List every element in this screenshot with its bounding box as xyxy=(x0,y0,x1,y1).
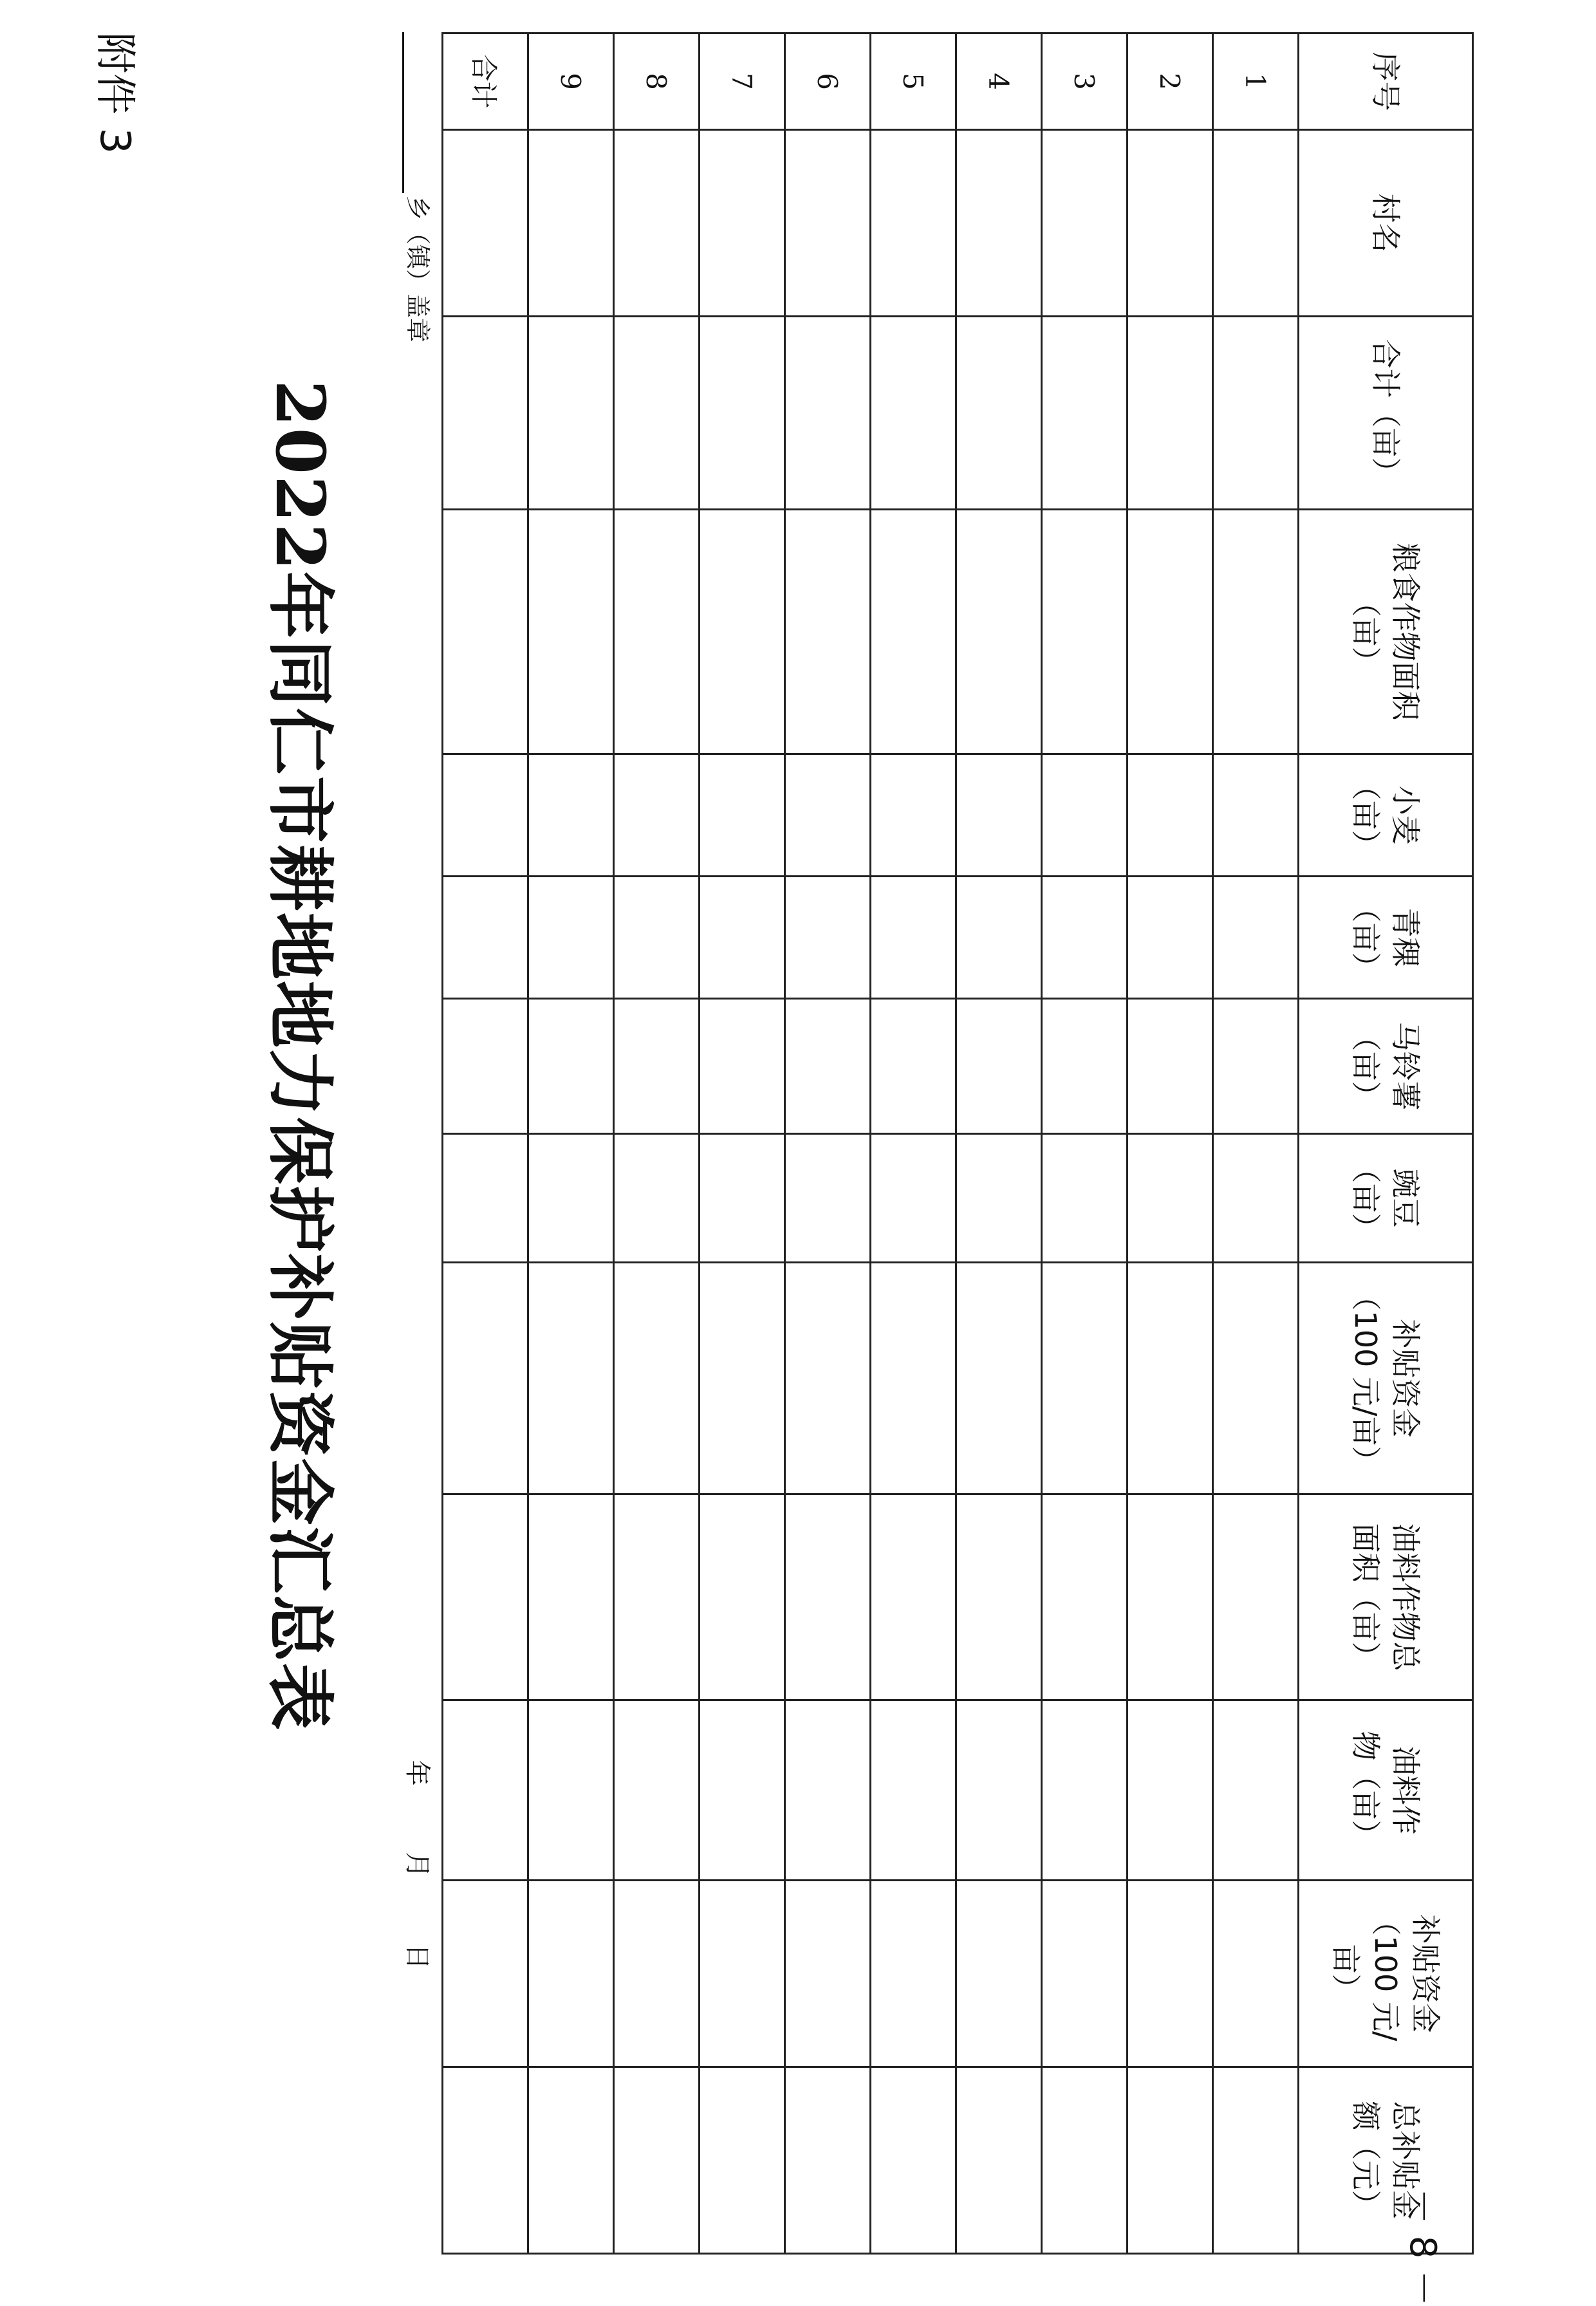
table-row xyxy=(956,33,1042,2254)
table-cell[interactable] xyxy=(956,1700,1042,1881)
table-cell[interactable] xyxy=(871,317,956,510)
table-cell[interactable] xyxy=(614,877,700,999)
table-cell[interactable] xyxy=(1042,317,1127,510)
header-total-area: 合计（亩） xyxy=(1299,317,1473,510)
table-cell[interactable] xyxy=(1213,317,1299,510)
table-cell[interactable] xyxy=(956,999,1042,1134)
table-cell[interactable] xyxy=(785,2067,871,2254)
header-total-subsidy: 总补贴金 额（元） xyxy=(1299,2067,1473,2254)
table-cell[interactable] xyxy=(1042,754,1127,877)
table-cell[interactable] xyxy=(1127,130,1213,317)
table-cell[interactable] xyxy=(785,1700,871,1881)
table-cell[interactable] xyxy=(528,1263,614,1494)
table-cell[interactable] xyxy=(528,510,614,754)
table-cell[interactable] xyxy=(956,2067,1042,2254)
table-cell[interactable] xyxy=(1213,1494,1299,1700)
table-row xyxy=(785,33,871,2254)
table-cell[interactable] xyxy=(528,1881,614,2067)
table-cell[interactable] xyxy=(443,999,528,1134)
table-cell[interactable] xyxy=(956,1263,1042,1494)
table-cell[interactable] xyxy=(1042,1881,1127,2067)
table-cell[interactable] xyxy=(1213,130,1299,317)
table-cell[interactable] xyxy=(443,1263,528,1494)
table-cell[interactable] xyxy=(1213,1700,1299,1881)
table-cell[interactable] xyxy=(1213,510,1299,754)
table-cell[interactable] xyxy=(443,754,528,877)
table-cell[interactable] xyxy=(1127,754,1213,877)
table-cell[interactable] xyxy=(528,877,614,999)
header-wheat: 小麦 （亩） xyxy=(1299,754,1473,877)
table-cell[interactable] xyxy=(785,130,871,317)
header-potato: 马铃薯 （亩） xyxy=(1299,999,1473,1134)
table-cell[interactable] xyxy=(614,317,700,510)
table-cell[interactable] xyxy=(785,1134,871,1263)
table-cell[interactable] xyxy=(1213,1263,1299,1494)
table-cell[interactable] xyxy=(1213,754,1299,877)
document-title: 2022年同仁市耕地地力保护补贴资金汇总表 xyxy=(261,380,340,1731)
table-cell[interactable] xyxy=(1213,1134,1299,1263)
header-row xyxy=(1299,33,1473,2254)
table-cell[interactable] xyxy=(700,999,785,1134)
table-cell[interactable] xyxy=(614,2067,700,2254)
table-cell[interactable] xyxy=(528,1134,614,1263)
row-label: 2 xyxy=(1127,33,1213,130)
table-cell[interactable] xyxy=(1213,877,1299,999)
table-cell[interactable] xyxy=(443,2067,528,2254)
table-cell[interactable] xyxy=(700,1134,785,1263)
table-cell[interactable] xyxy=(956,754,1042,877)
table-cell[interactable] xyxy=(785,877,871,999)
row-label: 9 xyxy=(528,33,614,130)
table-cell[interactable] xyxy=(1042,130,1127,317)
table-cell[interactable] xyxy=(528,1494,614,1700)
table-cell[interactable] xyxy=(700,877,785,999)
table-cell[interactable] xyxy=(1213,2067,1299,2254)
table-row xyxy=(443,33,528,2254)
row-label: 合计 xyxy=(443,33,528,130)
table-cell[interactable] xyxy=(1127,877,1213,999)
header-seq: 序号 xyxy=(1299,33,1473,130)
header-oil-total-area: 油料作物总 面积（亩） xyxy=(1299,1494,1473,1700)
table-cell[interactable] xyxy=(871,130,956,317)
table-cell[interactable] xyxy=(1042,1700,1127,1881)
table-cell[interactable] xyxy=(443,877,528,999)
table-cell[interactable] xyxy=(1127,317,1213,510)
table-cell[interactable] xyxy=(443,130,528,317)
table-cell[interactable] xyxy=(1042,877,1127,999)
table-cell[interactable] xyxy=(700,1494,785,1700)
table-row xyxy=(1127,33,1213,2254)
table-cell[interactable] xyxy=(443,1881,528,2067)
header-oil-subsidy: 补贴资金 （100 元/ 亩） xyxy=(1299,1881,1473,2067)
table-cell[interactable] xyxy=(1127,1494,1213,1700)
table-cell[interactable] xyxy=(1127,2067,1213,2254)
row-label: 3 xyxy=(1042,33,1127,130)
table-cell[interactable] xyxy=(871,1881,956,2067)
table-cell[interactable] xyxy=(1127,999,1213,1134)
row-label: 1 xyxy=(1213,33,1299,130)
table-cell[interactable] xyxy=(614,1263,700,1494)
table-cell[interactable] xyxy=(528,317,614,510)
header-oil-crop: 油料作 物（亩） xyxy=(1299,1700,1473,1881)
table-cell[interactable] xyxy=(443,317,528,510)
table-cell[interactable] xyxy=(700,1263,785,1494)
table-cell[interactable] xyxy=(956,510,1042,754)
header-village: 村名 xyxy=(1299,130,1473,317)
header-grain-area: 粮食作物面积 （亩） xyxy=(1299,510,1473,754)
table-cell[interactable] xyxy=(871,754,956,877)
table-cell[interactable] xyxy=(1042,1494,1127,1700)
table-cell[interactable] xyxy=(871,2067,956,2254)
page-number: － 8 － xyxy=(1402,2188,1443,2306)
table-cell[interactable] xyxy=(785,754,871,877)
row-label: 8 xyxy=(614,33,700,130)
table-cell[interactable] xyxy=(1042,1263,1127,1494)
township-stamp-line xyxy=(402,32,438,342)
table-cell[interactable] xyxy=(614,754,700,877)
header-pea: 豌豆 （亩） xyxy=(1299,1134,1473,1263)
table-cell[interactable] xyxy=(528,999,614,1134)
subsidy-summary-table xyxy=(441,32,1474,2255)
row-label: 4 xyxy=(956,33,1042,130)
table-cell[interactable] xyxy=(614,1134,700,1263)
table-cell[interactable] xyxy=(785,317,871,510)
table-cell[interactable] xyxy=(700,1881,785,2067)
table-row xyxy=(700,33,785,2254)
table-cell[interactable] xyxy=(1127,510,1213,754)
row-label: 7 xyxy=(700,33,785,130)
table-cell[interactable] xyxy=(614,1700,700,1881)
table-cell[interactable] xyxy=(871,1263,956,1494)
table-cell[interactable] xyxy=(700,754,785,877)
table-cell[interactable] xyxy=(1127,1881,1213,2067)
header-grain-subsidy: 补贴资金 （100 元/亩） xyxy=(1299,1263,1473,1494)
township-blank[interactable] xyxy=(402,32,430,193)
table-cell[interactable] xyxy=(956,1134,1042,1263)
table-cell[interactable] xyxy=(1213,999,1299,1134)
table-row xyxy=(1213,33,1299,2254)
table-cell[interactable] xyxy=(1042,2067,1127,2254)
table-cell[interactable] xyxy=(614,1881,700,2067)
table-cell[interactable] xyxy=(443,510,528,754)
table-cell[interactable] xyxy=(785,1881,871,2067)
table-cell[interactable] xyxy=(443,1700,528,1881)
table-cell[interactable] xyxy=(956,317,1042,510)
table-cell[interactable] xyxy=(443,1134,528,1263)
table-cell[interactable] xyxy=(785,1494,871,1700)
rotated-form-sheet xyxy=(91,26,1474,2220)
table-cell[interactable] xyxy=(1213,1881,1299,2067)
annex-label: 附件 3 xyxy=(91,32,138,154)
table-cell[interactable] xyxy=(614,130,700,317)
table-cell[interactable] xyxy=(1042,1134,1127,1263)
table-cell[interactable] xyxy=(785,1263,871,1494)
table-cell[interactable] xyxy=(528,2067,614,2254)
row-label: 5 xyxy=(871,33,956,130)
table-row xyxy=(528,33,614,2254)
table-cell[interactable] xyxy=(956,1494,1042,1700)
table-cell[interactable] xyxy=(785,999,871,1134)
date-label: 年 月 日 xyxy=(402,1760,432,1969)
table-cell[interactable] xyxy=(700,2067,785,2254)
table-cell[interactable] xyxy=(1127,1263,1213,1494)
table-cell[interactable] xyxy=(614,510,700,754)
table-cell[interactable] xyxy=(956,130,1042,317)
header-highland-barley: 青稞 （亩） xyxy=(1299,877,1473,999)
table-cell[interactable] xyxy=(700,1700,785,1881)
table-cell[interactable] xyxy=(700,130,785,317)
table-cell[interactable] xyxy=(871,1134,956,1263)
row-label: 6 xyxy=(785,33,871,130)
table-cell[interactable] xyxy=(528,1700,614,1881)
table-cell[interactable] xyxy=(871,1494,956,1700)
table-cell[interactable] xyxy=(614,999,700,1134)
table-cell[interactable] xyxy=(1042,510,1127,754)
table-cell[interactable] xyxy=(871,999,956,1134)
table-cell[interactable] xyxy=(871,510,956,754)
table-cell[interactable] xyxy=(528,130,614,317)
table-cell[interactable] xyxy=(1127,1134,1213,1263)
table-cell[interactable] xyxy=(614,1494,700,1700)
table-cell[interactable] xyxy=(700,510,785,754)
table-row xyxy=(871,33,956,2254)
table-cell[interactable] xyxy=(1042,999,1127,1134)
table-cell[interactable] xyxy=(956,1881,1042,2067)
table-cell[interactable] xyxy=(528,754,614,877)
table-cell[interactable] xyxy=(871,1700,956,1881)
table-cell[interactable] xyxy=(956,877,1042,999)
table-cell[interactable] xyxy=(443,1494,528,1700)
table-cell[interactable] xyxy=(871,877,956,999)
table-cell[interactable] xyxy=(700,317,785,510)
table-cell[interactable] xyxy=(785,510,871,754)
table-row xyxy=(1042,33,1127,2254)
township-stamp-label: 乡（镇）盖章 xyxy=(404,196,432,343)
table-row xyxy=(614,33,700,2254)
table-cell[interactable] xyxy=(1127,1700,1213,1881)
